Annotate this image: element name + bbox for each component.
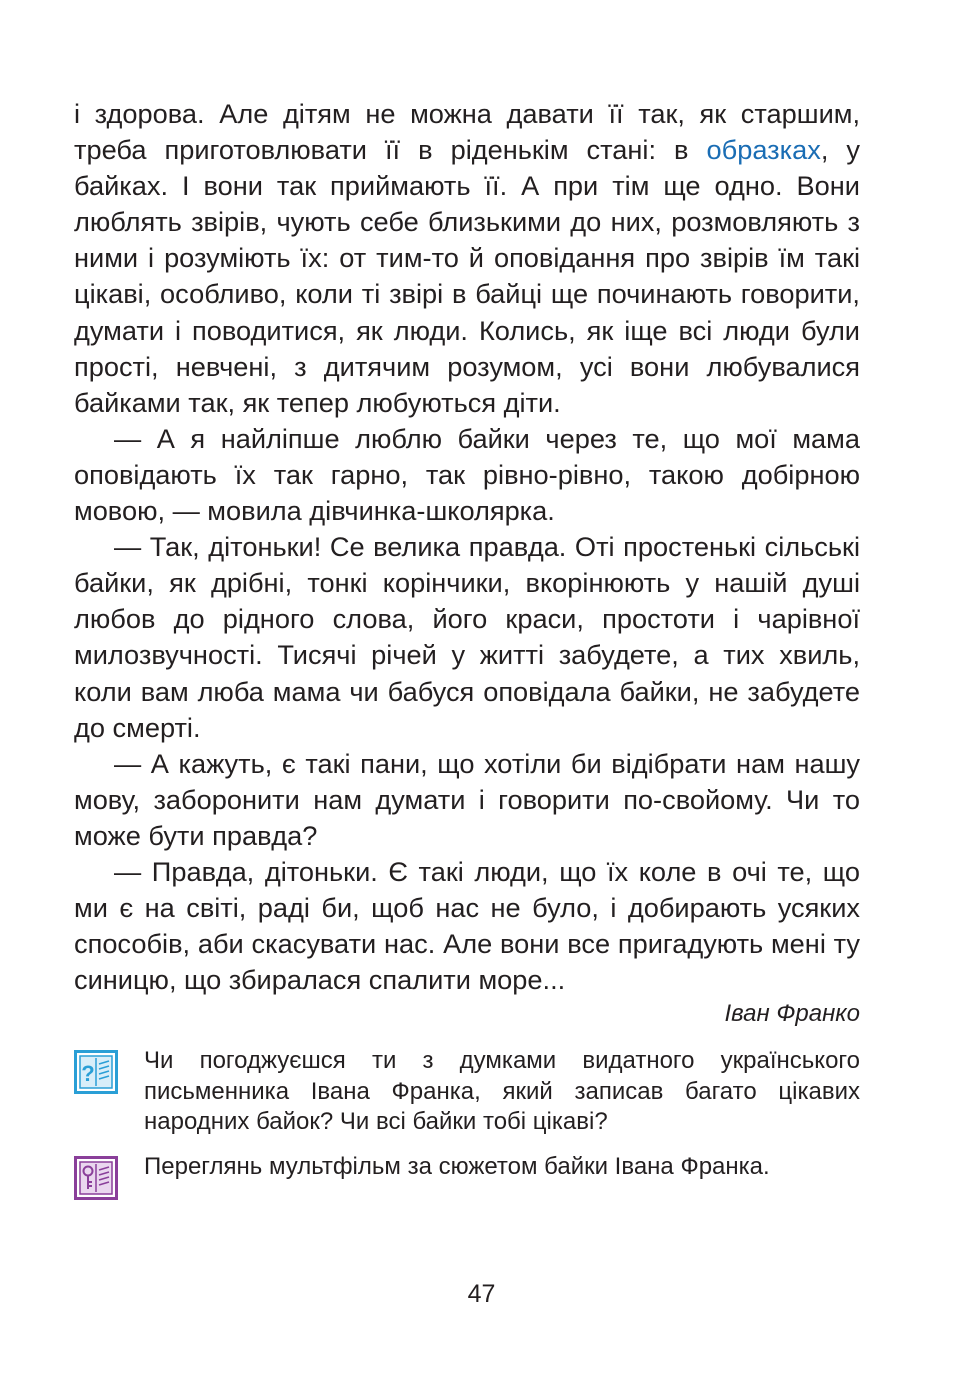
page-content	[74, 96, 860, 1182]
question-book-icon	[74, 1050, 118, 1094]
paragraph-4: — А кажуть, є такі пани, що хотіли би відібрати нам нашу мову, заборонити нам думати і говорити по-свойому. Чи то може бути правда?	[74, 747, 860, 851]
page-number: 47	[467, 1280, 496, 1308]
paragraph-1: і здорова. Але дітям не можна давати її так, як старшим, треба приготовлювати її в ріденькім стані: в образках, у байках. І вони так приймають її. А при тім ще одно. Вони люблять звірів, чують себе близькими до них, розмовляють з ними і розуміють їх: от тим-то й оповідання про звірів їм такі цікаві, особливо, коли ті звірі в байці ще починають говорити, думати і поводитися, як люди. Колись, як іще всі люди були прості, невчені, з дитячим розумом, усі вони любувалися байками так, як тепер любуються діти.	[74, 98, 860, 418]
author-signature: Іван Франко	[724, 1000, 860, 1028]
paragraph-3: — Так, дітоньки! Се велика правда. Оті простенькі сільські байки, як дрібні, тонкі корінчики, вкорінюють у нашій душі любов до рідного слова, його краси, простоти і чарівної милозвучності. Тисячі річей у житті забудете, а тих хвиль, коли вам люба мама чи бабуся оповідала байки, не забудете до смерті.	[74, 531, 860, 743]
task-question	[74, 1046, 860, 1138]
term-obrazkakh: образках	[706, 134, 821, 166]
paragraph-2: — А я найліпше люблю байки через те, що мої мама оповідають їх так гарно, так рівно-рівно, такою добірною мовою, — мовила дівчинка-школярка.	[74, 422, 860, 527]
task-cartoon	[74, 1152, 860, 1183]
task-cartoon-text: Переглянь мультфільм за сюжетом байки Івана Франка.	[144, 1152, 770, 1180]
story-text	[74, 96, 860, 998]
task-question-text: Чи погоджуєшся ти з думками видатного українського письменника Івана Франка, який записав багато цікавих народних байок? Чи всі байки тобі цікаві?	[144, 1047, 860, 1136]
key-book-icon	[74, 1156, 118, 1200]
svg-text:?: ?	[81, 1061, 95, 1087]
paragraph-5: — Правда, дітоньки. Є такі люди, що їх коле в очі те, що ми є на світі, раді би, щоб нас не було, і добирають усяких способів, аби скасувати нас. Але вони все пригадують мені ту синицю, що збиралася спалити море...	[74, 855, 860, 996]
